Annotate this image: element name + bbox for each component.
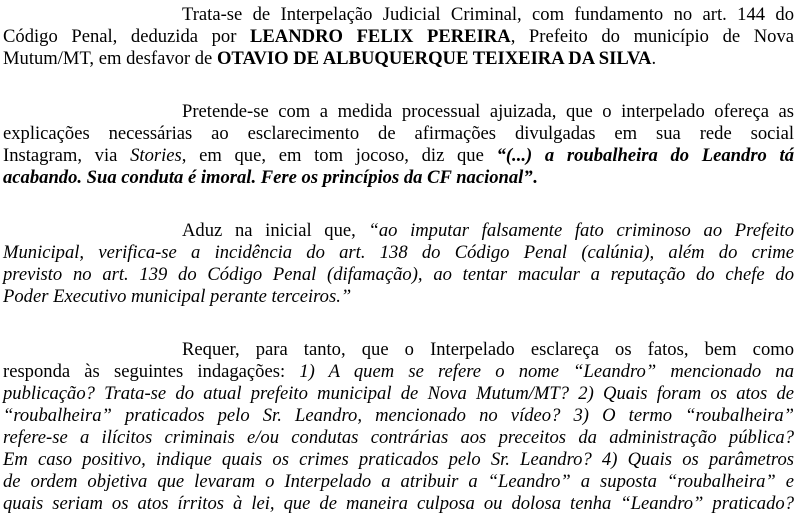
paragraph-line <box>182 220 794 242</box>
paragraph-line <box>3 493 794 515</box>
text-run-italic: Stories <box>130 145 182 166</box>
quote-italic: “ao imputar falsamente fato criminoso ao Prefeito <box>368 220 794 241</box>
text-run: . <box>532 167 538 188</box>
questions-italic: refere-se a ilícitos criminais e/ou condutas contrárias aos preceitos da administração pública? <box>3 427 794 448</box>
text-run: Mutum/MT, em desfavor de <box>3 48 217 69</box>
questions-italic: publicação? Trata-se do atual prefeito municipal de Nova Mutum/MT? 2) Quais foram os atos de <box>3 383 794 404</box>
paragraph-line <box>3 26 794 48</box>
questions-italic: de ordem objetiva que levaram o Interpelado a atribuir a “Leandro” a suposta “roubalheira” e <box>3 471 794 492</box>
paragraph-line <box>3 123 794 145</box>
text-run: Pretende-se com a medida processual ajuizada, que o interpelado ofereça as <box>182 101 794 122</box>
paragraph-line <box>3 383 794 405</box>
questions-italic: “roubalheira” praticados pelo Sr. Leandro, mencionado no vídeo? 3) O termo “roubalheira” <box>3 405 794 426</box>
text-run: , Prefeito do município de Nova <box>510 26 794 47</box>
text-run: Código Penal, deduzida por <box>3 26 250 47</box>
questions-italic: quais seriam os atos írritos à lei, que de maneira culposa ou dolosa tenha “Leandro” praticado? <box>3 493 794 514</box>
text-run: explicações necessárias ao esclarecimento de afirmações divulgadas em sua rede social <box>3 123 794 144</box>
quote-bold-italic: acabando. Sua conduta é imoral. Fere os princípios da CF nacional” <box>3 167 533 188</box>
text-run: responda às seguintes indagações: <box>3 361 300 382</box>
paragraph-line <box>182 339 794 361</box>
paragraph-line <box>3 449 794 471</box>
paragraph-line <box>3 427 794 449</box>
text-run: Trata-se de Interpelação Judicial Criminal, com fundamento no art. 144 do <box>182 4 794 25</box>
paragraph-line <box>3 264 794 286</box>
paragraph-line <box>3 361 794 383</box>
paragraph-line <box>3 471 794 493</box>
text-run: Aduz na inicial que, <box>182 220 369 241</box>
text-run: Requer, para tanto, que o Interpelado esclareça os fatos, bem como <box>182 339 794 360</box>
paragraph-line <box>3 286 794 308</box>
questions-italic: Em caso positivo, indique quais os crimes praticados pelo Sr. Leandro? 4) Quais os parâmetros <box>3 449 794 470</box>
text-run: . <box>651 48 657 69</box>
paragraph-line <box>3 405 794 427</box>
paragraph-line <box>3 242 794 264</box>
text-run: Instagram, via <box>3 145 131 166</box>
quote-italic: previsto no art. 139 do Código Penal (difamação), ao tentar macular a reputação do chefe do <box>3 264 794 285</box>
petitioner-name: LEANDRO FELIX PEREIRA <box>250 26 511 47</box>
respondent-name: OTAVIO DE ALBUQUERQUE TEIXEIRA DA SILVA <box>216 48 652 69</box>
quote-bold-italic: “(...) a roubalheira do Leandro tá <box>496 145 795 166</box>
paragraph-line <box>3 167 794 189</box>
quote-italic: Poder Executivo municipal perante terceiros.” <box>3 286 352 307</box>
questions-italic: 1) A quem se refere o nome “Leandro” mencionado na <box>299 361 795 382</box>
paragraph-line <box>182 4 794 26</box>
paragraph-line <box>3 145 794 167</box>
quote-italic: Municipal, verifica-se a incidência do art. 138 do Código Penal (calúnia), além do crime <box>3 242 794 263</box>
paragraph-line <box>3 48 794 70</box>
paragraph-line <box>182 101 794 123</box>
text-run: , em que, em tom jocoso, diz que <box>181 145 497 166</box>
